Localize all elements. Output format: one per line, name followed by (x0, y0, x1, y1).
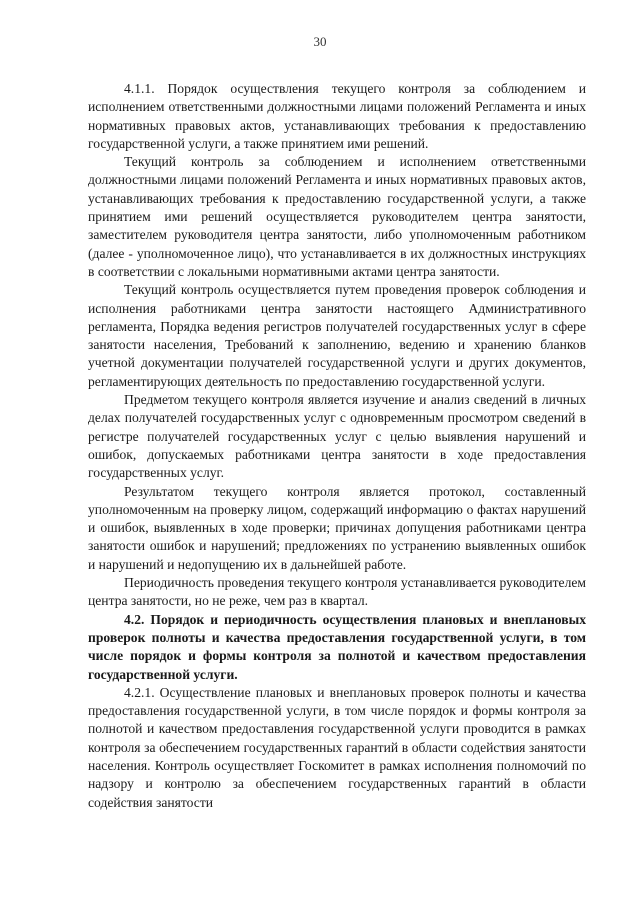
page-number: 30 (313, 34, 327, 49)
paragraph-control-result: Результатом текущего контроля является протокол, составленный уполномоченным на проверку лицом, содержащий информацию о фактах нарушений и ошибок, выявленных в ходе проверки; причинах допущения работниками центра занятости ошибок и нарушений; предложениях по устранению выявленных ошибок и нарушений и недопущению их в дальнейшей работе. (88, 483, 586, 572)
document-body (88, 80, 586, 812)
paragraph-4-2-1: 4.2.1. Осуществление плановых и внеплановых проверок полноты и качества предоставления государственной услуги, в том числе порядок и формы контроля за полнотой и качеством предоставления государственной услуги проводится в рамках контроля за обеспечением государственных гарантий в области содействия занятости населения. Контроль осуществляет Госкомитет в рамках исполнения полномочий по надзору и контролю за обеспечением государственных гарантий в области содействия занятости (88, 684, 586, 810)
paragraph-4-1-1: 4.1.1. Порядок осуществления текущего контроля за соблюдением и исполнением ответственными должностными лицами положений Регламента и иных нормативных правовых актов, устанавливающих требования к предоставлению государственной услуги, а также принятием ими решений. (88, 81, 586, 151)
paragraph-control-periodicity: Периодичность проведения текущего контроля устанавливается руководителем центра занятости, но не реже, чем раз в квартал. (88, 575, 586, 609)
paragraph-control-method: Текущий контроль осуществляется путем проведения проверок соблюдения и исполнения работниками центра занятости настоящего Административного регламента, Порядка ведения регистров получателей государственных услуг в сфере занятости населения, Требований к заполнению, ведению и хранению бланков учетной документации получателей государственной услуги и других документов, регламентирующих деятельность по предоставлению государственной услуги. (88, 282, 586, 389)
paragraph-current-control: Текущий контроль за соблюдением и исполнением ответственными должностными лицами положений Регламента и иных нормативных правовых актов, устанавливающих требования к предоставлению государственной услуги, а также принятием ими решений осуществляется руководителем центра занятости, заместителем руководителя центра занятости, либо уполномоченным работником (далее - уполномоченное лицо), что устанавливается в их должностных инструкциях в соответствии с локальными нормативными актами центра занятости. (88, 154, 586, 279)
paragraph-control-subject: Предметом текущего контроля является изучение и анализ сведений в личных делах получателей государственных услуг с одновременным просмотром сведений в регистре получателей государственных услуг с целью выявления нарушений и ошибок, допускаемых работниками центра занятости в ходе предоставления государственных услуг. (88, 392, 586, 481)
section-heading-4-2: 4.2. Порядок и периодичность осуществления плановых и внеплановых проверок полноты и качества предоставления государственной услуги, в том числе порядок и формы контроля за полнотой и качеством предоставления государственной услуги. (88, 611, 586, 682)
